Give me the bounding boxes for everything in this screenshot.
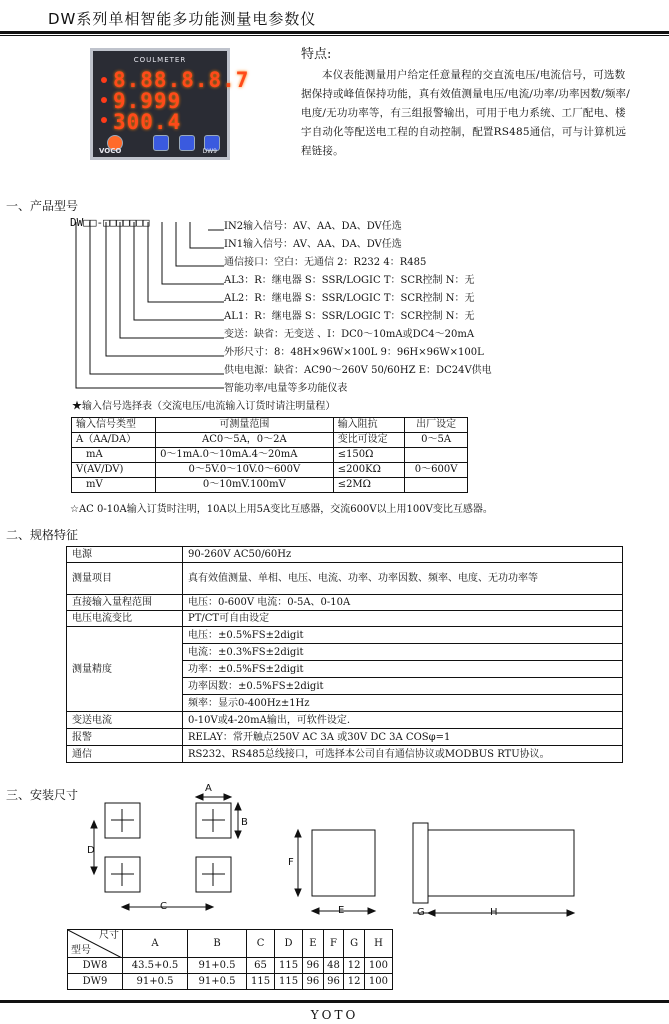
dim-label-b: B <box>241 817 248 828</box>
header-rule <box>0 31 669 34</box>
table-cell: ≤2MΩ <box>333 478 405 493</box>
table-cell: 12 <box>344 958 365 974</box>
leader-line <box>90 222 224 374</box>
annotation-type: 智能功率/电量等多功能仪表 <box>224 383 348 394</box>
table-cell: 12 <box>344 974 365 990</box>
meter-display-row-3: 300.4 <box>113 110 182 134</box>
leader-line <box>176 222 224 266</box>
table-header-cell: 出厂设定 <box>405 418 468 433</box>
meter-display-row-2: 9.999 <box>113 89 182 113</box>
dim-label-h: H <box>490 907 498 918</box>
side-view-body <box>428 830 574 896</box>
dim-label-g: G <box>417 907 425 918</box>
table-cell: mA <box>72 448 156 463</box>
side-view-bezel <box>413 823 428 903</box>
dim-label-c: C <box>160 901 167 912</box>
annotation-transmit: 变送：缺省：无变送 、I：DC0～10mA或DC4～20mA <box>224 329 475 340</box>
dimension-table <box>67 929 393 990</box>
table-header-cell: A <box>123 930 188 958</box>
meter-header-label: COULMETER <box>133 56 187 64</box>
features-heading: 特点: <box>301 47 332 62</box>
spec-label: 报警 <box>67 729 183 746</box>
table-header-cell: B <box>188 930 247 958</box>
table-row <box>67 595 623 611</box>
table-cell: DW9 <box>68 974 123 990</box>
section1-heading: 一、产品型号 <box>6 199 79 213</box>
table-cell: 91+0.5 <box>188 958 247 974</box>
input-note: ☆AC 0-10A输入订货时注明，10A以上用5A变比互感器，交流600V以上用100V变比互感器。 <box>70 504 493 515</box>
annotation-al2: AL2：R：继电器 S：SSR/LOGIC T：SCR控制 N：无 <box>224 293 475 304</box>
table-cell: 65 <box>247 958 275 974</box>
arrow-head <box>567 910 574 916</box>
table-row <box>67 611 623 627</box>
header-rule-thin <box>0 35 669 36</box>
table-cell: V(AV/DV) <box>72 463 156 478</box>
model-code: DW□□-□□□□□□□ <box>70 216 150 229</box>
spec-value: 功率：±0.5%FS±2digit <box>183 661 623 678</box>
meter-led <box>101 117 107 123</box>
table-row <box>67 627 623 644</box>
arrow-head <box>235 803 241 810</box>
spec-value: RELAY：常开触点250V AC 3A 或30V DC 3A COSφ=1 <box>183 729 623 746</box>
dim-label-d: D <box>87 845 95 856</box>
arrow-head <box>196 794 203 800</box>
table-cell: 0～5A <box>405 433 468 448</box>
table-header-cell: 输入信号类型 <box>72 418 156 433</box>
annotation-al1: AL1：R：继电器 S：SSR/LOGIC T：SCR控制 N：无 <box>224 311 475 322</box>
arrow-head <box>295 830 301 837</box>
table-row <box>67 712 623 729</box>
table-cell: 96 <box>303 974 324 990</box>
arrow-head <box>91 867 97 874</box>
front-view-box <box>312 830 375 896</box>
spec-label: 测量项目 <box>67 563 183 595</box>
table-cell: 115 <box>275 974 303 990</box>
table-cell: 100 <box>364 958 392 974</box>
arrow-head <box>91 821 97 828</box>
table-header-cell: D <box>275 930 303 958</box>
leader-line <box>76 222 224 388</box>
table-cell: A（AA/DA） <box>72 433 156 448</box>
meter-display-row-1: 8.88.8.8.7 <box>113 68 250 92</box>
table-cell: DW8 <box>68 958 123 974</box>
spec-value: 90-260V AC50/60Hz <box>183 547 623 563</box>
annotation-in2: IN2输入信号：AV、AA、DA、DV任选 <box>224 221 402 232</box>
arrow-head <box>428 910 435 916</box>
table-row <box>68 974 393 990</box>
meter-led <box>101 77 107 83</box>
spec-label: 测量精度 <box>67 627 183 712</box>
leader-line <box>190 222 224 248</box>
table-row <box>67 563 623 595</box>
table-row <box>72 433 468 448</box>
corner-bottom-label: 型号 <box>71 945 91 956</box>
meter-button <box>153 135 169 151</box>
table-header-cell: 输入阻抗 <box>333 418 405 433</box>
arrow-head <box>295 889 301 896</box>
meter-led <box>101 97 107 103</box>
arrow-head <box>368 908 375 914</box>
table-cell: 0～10mV.100mV <box>156 478 334 493</box>
arrow-head <box>206 904 213 910</box>
table-cell <box>405 478 468 493</box>
spec-label: 电源 <box>67 547 183 563</box>
spec-label: 直接输入量程范围 <box>67 595 183 611</box>
section3-heading: 三、安装尺寸 <box>6 788 79 802</box>
table-cell: 91+0.5 <box>123 974 188 990</box>
spec-value: RS232、RS485总线接口，可选择本公司自有通信协议或MODBUS RTU协议。 <box>183 746 623 763</box>
meter-brand: VOCO <box>99 147 122 155</box>
meter-model: DW9 <box>202 148 217 155</box>
table-cell: ≤150Ω <box>333 448 405 463</box>
table-cell: 0～5V.0～10V.0～600V <box>156 463 334 478</box>
table-row <box>67 746 623 763</box>
table-cell: 91+0.5 <box>188 974 247 990</box>
installation-drawing <box>80 785 580 925</box>
annotation-power: 供电电源：缺省：AC90～260V 50/60HZ E：DC24V供电 <box>224 365 492 376</box>
footer-brand: YOTO <box>310 1008 359 1022</box>
table-row <box>72 478 468 493</box>
table-cell: 115 <box>247 974 275 990</box>
features-text: 本仪表能测量用户给定任意量程的交直流电压/电流信号，可选数据保持或峰值保持功能，真有效值测量电压/电流/功率/功率因数/频率/电度/无功功率等，有三组报警输出，可用于电力系统、工厂配电、楼宇自动化等配送电工程的自动控制，配置RS485通信，可与计算机远程链接。 <box>301 69 630 157</box>
table-cell: 96 <box>303 958 324 974</box>
spec-value: 真有效值测量、单相、电压、电流、功率、功率因数、频率、电度、无功功率等 <box>183 563 623 595</box>
table-header-cell: E <box>303 930 324 958</box>
dim-label-f: F <box>288 857 294 868</box>
annotation-al3: AL3：R：继电器 S：SSR/LOGIC T：SCR控制 N：无 <box>224 275 475 286</box>
annotation-size: 外形尺寸：8：48H×96W×100L 9：96H×96W×100L <box>224 347 484 358</box>
dim-label-e: E <box>338 905 345 916</box>
table-cell: 96 <box>323 974 344 990</box>
leader-line <box>120 222 224 338</box>
spec-label: 通信 <box>67 746 183 763</box>
spec-value: 电流：±0.3%FS±2digit <box>183 644 623 661</box>
arrow-head <box>235 831 241 838</box>
table-header-cell: G <box>344 930 365 958</box>
leader-line <box>106 222 224 356</box>
input-signal-table <box>71 417 468 493</box>
table-cell: 100 <box>364 974 392 990</box>
arrow-head <box>312 908 319 914</box>
table-cell: 115 <box>275 958 303 974</box>
section2-heading: 二、规格特征 <box>6 528 79 542</box>
spec-value: 电压：0-600V 电流：0-5A、0-10A <box>183 595 623 611</box>
arrow-head <box>122 904 129 910</box>
leader-line <box>148 222 224 302</box>
spec-value: 0-10V或4-20mA输出，可软件设定. <box>183 712 623 729</box>
leader-line <box>162 222 224 284</box>
corner-cell <box>68 930 123 958</box>
spec-table <box>66 546 623 763</box>
table-header-cell: H <box>364 930 392 958</box>
table-cell: 变比可设定 <box>333 433 405 448</box>
table-header-row <box>68 930 393 958</box>
footer-rule <box>0 1000 669 1003</box>
spec-value: PT/CT可自由设定 <box>183 611 623 627</box>
table-row <box>72 463 468 478</box>
spec-label: 电压电流变比 <box>67 611 183 627</box>
arrow-head <box>224 794 231 800</box>
table-row <box>67 547 623 563</box>
table-cell <box>405 448 468 463</box>
spec-label: 变送电流 <box>67 712 183 729</box>
annotation-in1: IN1输入信号：AV、AA、DA、DV任选 <box>224 239 402 250</box>
table-cell: 0～600V <box>405 463 468 478</box>
annotation-comm: 通信接口：空白：无通信 2：R232 4：R485 <box>224 257 427 268</box>
table-header-row <box>72 418 468 433</box>
table-cell: 48 <box>323 958 344 974</box>
table-cell: mV <box>72 478 156 493</box>
table-header-cell: F <box>323 930 344 958</box>
meter-image <box>90 48 250 160</box>
corner-top-label: 尺寸 <box>99 930 119 941</box>
spec-value: 电压：±0.5%FS±2digit <box>183 627 623 644</box>
table-cell: AC0～5A，0～2A <box>156 433 334 448</box>
page-title: DW系列单相智能多功能测量电参数仪 <box>48 10 317 28</box>
table-header-cell: C <box>247 930 275 958</box>
table-row <box>67 729 623 746</box>
spec-value: 频率：显示0-400Hz±1Hz <box>183 695 623 712</box>
table-header-cell: 可测量范围 <box>156 418 334 433</box>
input-table-title: ★输入信号选择表（交流电压/电流输入订货时请注明量程） <box>72 401 336 412</box>
model-code-leader-lines <box>60 222 230 392</box>
table-cell: 43.5+0.5 <box>123 958 188 974</box>
meter-button <box>179 135 195 151</box>
table-row <box>72 448 468 463</box>
table-cell: 0～1mA.0～10mA.4～20mA <box>156 448 334 463</box>
table-row <box>68 958 393 974</box>
dim-label-a: A <box>205 783 212 794</box>
spec-value: 功率因数：±0.5%FS±2digit <box>183 678 623 695</box>
table-cell: ≤200KΩ <box>333 463 405 478</box>
